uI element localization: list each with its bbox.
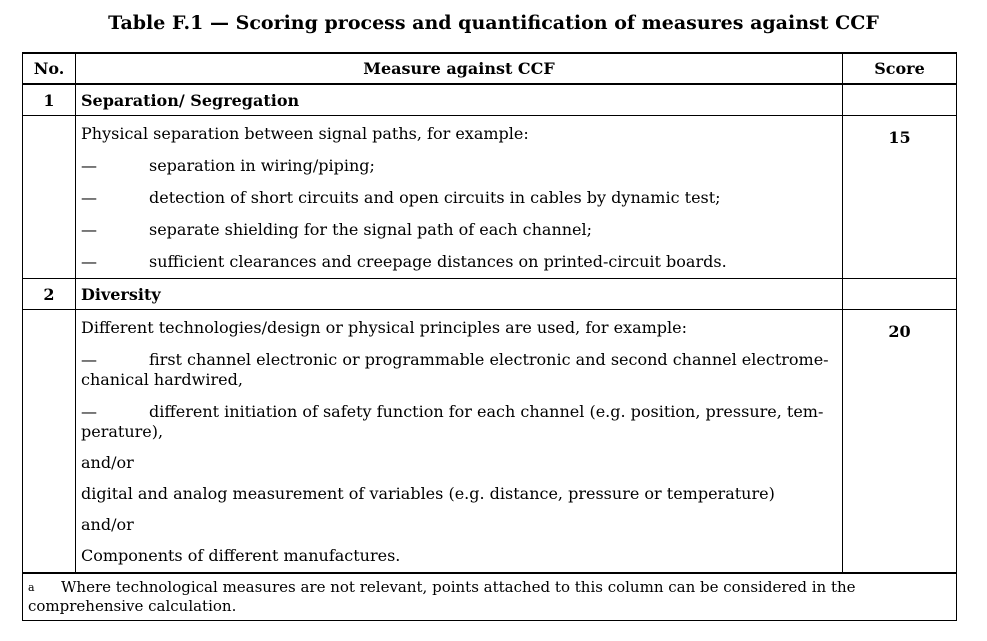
section-score-empty [843, 84, 957, 116]
ccf-scoring-table [22, 52, 957, 621]
measure-cell [76, 310, 843, 574]
list-item-text: detection of short circuits and open circuits in cables by dynamic test; [149, 188, 721, 207]
footnote-text: Where technological measures are not relevant, points attached to this column can be considered in the comprehensive calculation. [28, 578, 856, 615]
section-number: 2 [23, 279, 76, 310]
list-item [76, 220, 842, 240]
dash-marker: — [81, 402, 97, 421]
section-body-separation [23, 116, 957, 279]
footnote-row [23, 573, 957, 621]
dash-marker: — [81, 188, 97, 207]
section-body-diversity [23, 310, 957, 574]
list-item [76, 188, 842, 208]
measure-text: digital and analog measurement of variables (e.g. distance, pressure or temperature) [81, 484, 775, 503]
section-row-diversity [23, 279, 957, 310]
score-value: 20 [843, 310, 957, 574]
dash-marker: — [81, 220, 97, 239]
footnote-marker: a [28, 581, 35, 594]
no-cell-empty [23, 310, 76, 574]
list-item [76, 252, 842, 272]
measure-intro: Different technologies/design or physical principles are used, for example: [81, 318, 688, 337]
list-item [76, 402, 842, 442]
no-cell-empty [23, 116, 76, 279]
footnote [23, 573, 957, 621]
score-value: 15 [843, 116, 957, 279]
dash-marker: — [81, 156, 97, 175]
list-item-text: separation in wiring/piping; [149, 156, 375, 175]
section-heading: Diversity [76, 279, 843, 310]
list-item [76, 156, 842, 176]
section-number: 1 [23, 84, 76, 116]
dash-marker: — [81, 252, 97, 271]
header-row [23, 53, 957, 84]
list-item [76, 350, 842, 390]
list-item-text: separate shielding for the signal path of each channel; [149, 220, 593, 239]
list-item-text: different initiation of safety function for each channel (e.g. position, pressure, tem-perature), [81, 402, 824, 441]
measure-cell [76, 116, 843, 279]
section-heading: Separation/ Segregation [76, 84, 843, 116]
measure-intro: Physical separation between signal paths, for example: [81, 124, 529, 143]
header-score: Score [843, 53, 957, 84]
dash-marker: — [81, 350, 97, 369]
list-item-text: sufficient clearances and creepage distances on printed-circuit boards. [149, 252, 727, 271]
list-item-text: first channel electronic or programmable electronic and second channel electrome-chanical hardwired, [81, 350, 829, 389]
table-title: Table F.1 — Scoring process and quantification of measures against CCF [108, 12, 879, 34]
section-row-separation [23, 84, 957, 116]
connector-text: and/or [81, 453, 134, 472]
connector-text: and/or [81, 515, 134, 534]
header-measure: Measure against CCF [76, 53, 843, 84]
measure-text: Components of different manufactures. [81, 546, 401, 565]
header-no: No. [23, 53, 76, 84]
section-score-empty [843, 279, 957, 310]
